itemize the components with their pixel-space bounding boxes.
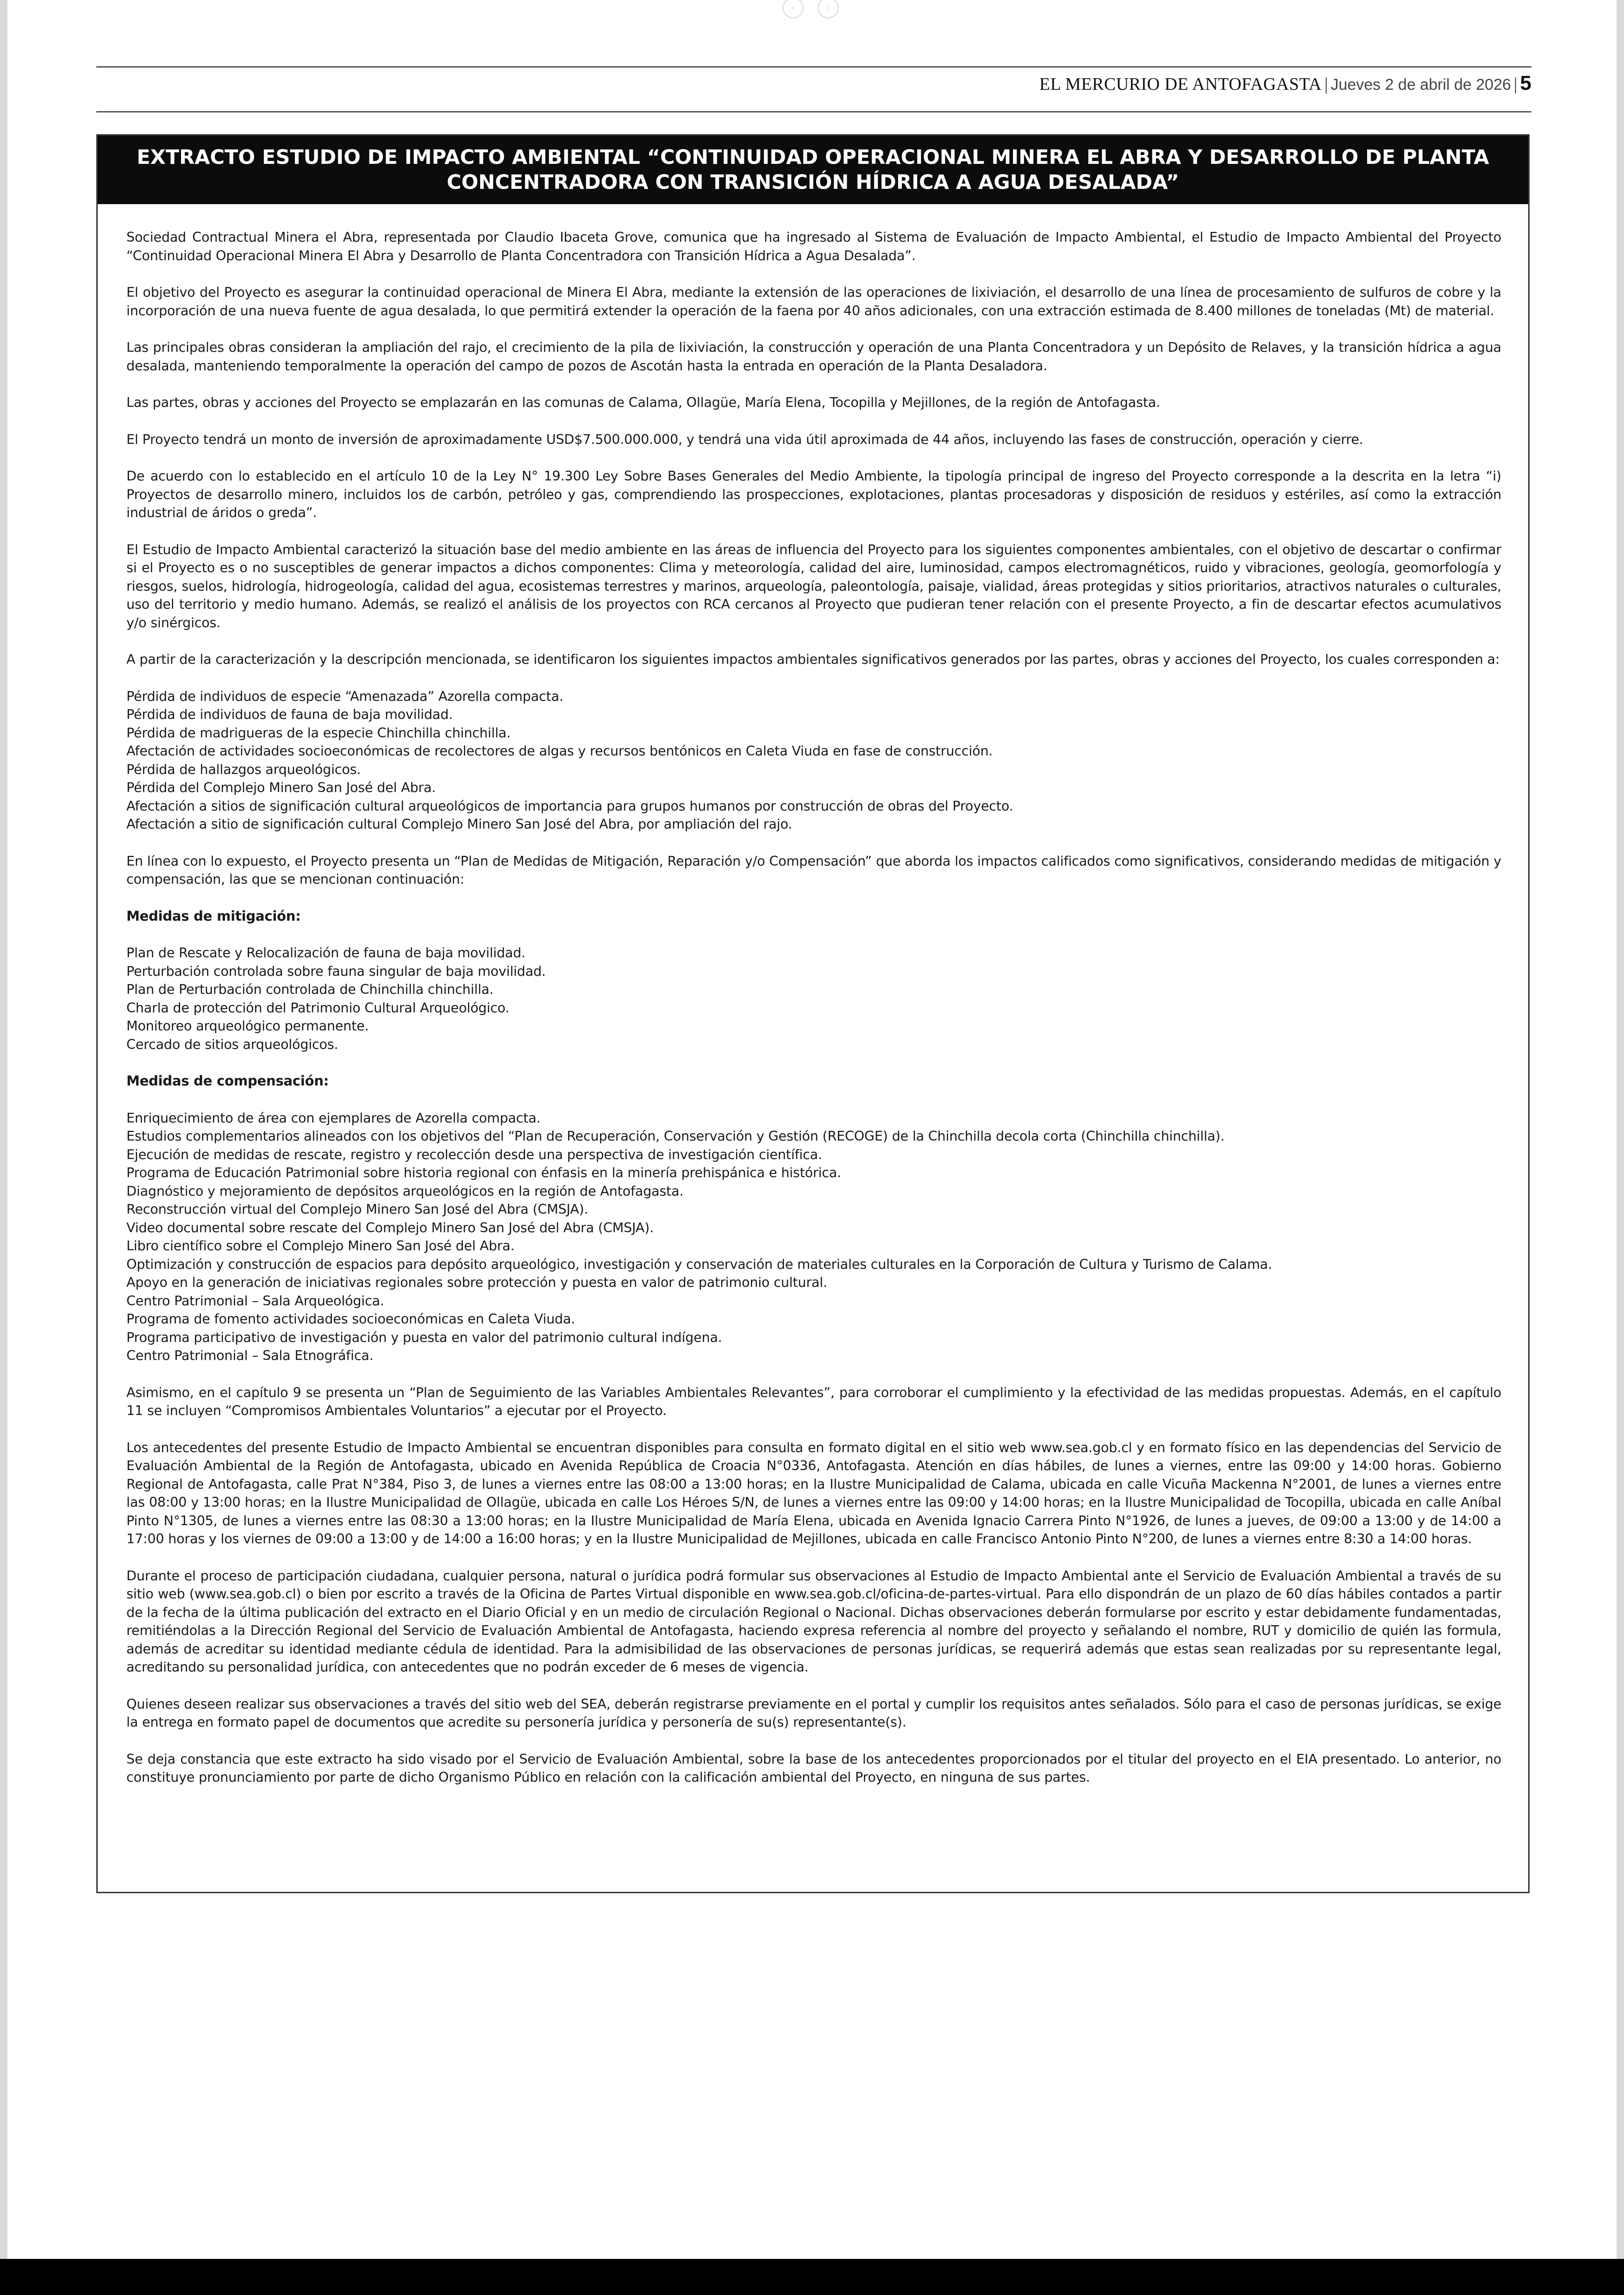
list-item: Pérdida de individuos de especie “Amenazada” Azorella compacta. (126, 688, 563, 704)
list-item: Programa de Educación Patrimonial sobre historia regional con énfasis en la minería prehispánica e histórica. (126, 1165, 841, 1180)
paragraph-measures-intro: En línea con lo expuesto, el Proyecto presenta un “Plan de Medidas de Mitigación, Reparación y/o Compensación” que aborda los impactos calificados como significativos, considerando medidas de mitigación y compensación, las que se mencionan continuación: (126, 853, 1501, 887)
list-item: Perturbación controlada sobre fauna singular de baja movilidad. (126, 963, 546, 979)
paragraph-disclaimer: Se deja constancia que este extracto ha sido visado por el Servicio de Evaluación Ambiental, sobre la base de los antecedentes proporcionados por el titular del proyecto en el EIA presentado. Lo anterior, no constituye pronunciamiento por parte de dicho Organismo Público en relación con la calificación ambiental del Proyecto, en ninguna de sus partes. (126, 1751, 1501, 1785)
legal-notice-box (96, 134, 1530, 1893)
page-navigation (782, 0, 843, 14)
list-item: Cercado de sitios arqueológicos. (126, 1036, 338, 1052)
list-item: Diagnóstico y mejoramiento de depósitos arqueológicos en la región de Antofagasta. (126, 1183, 684, 1199)
list-item: Pérdida de hallazgos arqueológicos. (126, 761, 361, 777)
list-item: Centro Patrimonial – Sala Etnográfica. (126, 1347, 374, 1363)
paragraph-baseline: El Estudio de Impacto Ambiental caracterizó la situación base del medio ambiente en las áreas de influencia del Proyecto para los siguientes componentes ambientales, con el objetivo de descartar o confirmar si el Proyecto es o no susceptibles de generar impactos a dichos componentes: Clima y meteorología, calidad del aire, luminosidad, campos electromagnéticos, ruido y vibraciones, geología, geomorfología y riesgos, suelos, hidrología, hidrogeología, calidad del agua, ecosistemas terrestres y marinos, arqueología, paleontología, paisaje, vialidad, áreas protegidas y sitios prioritarios, atractivos naturales o culturales, uso del territorio y medio humano. Además, se realizó el análisis de los proyectos con RCA cercanos al Proyecto que pudieran tener relación con el presente Proyecto, a fin de descartar efectos acumulativos y/o sinérgicos. (126, 541, 1501, 630)
list-item: Enriquecimiento de área con ejemplares de Azorella compacta. (126, 1110, 541, 1126)
list-item: Plan de Rescate y Relocalización de fauna de baja movilidad. (126, 945, 525, 960)
list-item: Afectación a sitios de significación cultural arqueológicos de importancia para grupos humanos por construcción de obras del Proyecto. (126, 798, 1013, 814)
page-left-edge (0, 0, 7, 2259)
paragraph-location: Las partes, obras y acciones del Proyecto se emplazarán en las comunas de Calama, Ollagüe, María Elena, Tocopilla y Mejillones, de la región de Antofagasta. (126, 394, 1161, 410)
next-page-icon[interactable]: › (818, 0, 839, 19)
list-item: Plan de Perturbación controlada de Chinchilla chinchilla. (126, 981, 493, 997)
paragraph-registration: Quienes deseen realizar sus observaciones a través del sitio web del SEA, deberán registrarse previamente en el portal y cumplir los requisitos antes señalados. Sólo para el caso de personas jurídicas, se exige la entrega en formato papel de documentos que acredite su personería jurídica y personería de su(s) representante(s). (126, 1696, 1501, 1730)
list-item: Programa participativo de investigación y puesta en valor del patrimonio cultural indígena. (126, 1329, 722, 1345)
list-item: Afectación de actividades socioeconómicas de recolectores de algas y recursos bentónicos en Caleta Viuda en fase de construcción. (126, 743, 993, 759)
paragraph-works: Las principales obras consideran la ampliación del rajo, el crecimiento de la pila de lixiviación, la construcción y operación de una Planta Concentradora y un Depósito de Relaves, y la transición hídrica a agua desalada, manteniendo temporalmente la operación del campo de pozos de Ascotán hasta la entrada en operación de la Planta Desaladora. (126, 339, 1501, 374)
masthead-separator: | (1513, 75, 1518, 94)
mitigation-heading: Medidas de mitigación: (126, 908, 301, 924)
notice-body (126, 228, 1501, 1805)
publication-date: Jueves 2 de abril de 2026 (1330, 76, 1511, 94)
paragraph-intro: Sociedad Contractual Minera el Abra, representada por Claudio Ibaceta Grove, comunica que ha ingresado al Sistema de Evaluación de Impacto Ambiental, el Estudio de Impacto Ambiental del Proyecto “Continuidad Operacional Minera El Abra y Desarrollo de Planta Concentradora con Transición Hídrica a Agua Desalada”. (126, 229, 1501, 263)
compensation-heading: Medidas de compensación: (126, 1073, 329, 1089)
list-item: Programa de fomento actividades socioeconómicas en Caleta Viuda. (126, 1311, 575, 1327)
list-item: Estudios complementarios alineados con los objetivos del “Plan de Recuperación, Conservación y Gestión (RECOGE) de la Chinchilla decola corta (Chinchilla chinchilla). (126, 1128, 1225, 1144)
masthead (1039, 72, 1531, 95)
newspaper-name: EL MERCURIO DE ANTOFAGASTA (1039, 75, 1322, 94)
paragraph-impacts-intro: A partir de la caracterización y la descripción mencionada, se identificaron los siguientes impactos ambientales significativos generados por las partes, obras y acciones del Proyecto, los cuales corresponden a: (126, 651, 1500, 667)
list-item: Centro Patrimonial – Sala Arqueológica. (126, 1292, 384, 1309)
list-item: Pérdida de madrigueras de la especie Chinchilla chinchilla. (126, 724, 511, 741)
list-item: Charla de protección del Patrimonio Cultural Arqueológico. (126, 999, 510, 1016)
page-right-edge (1617, 0, 1624, 2259)
list-item: Afectación a sitio de significación cultural Complejo Minero San José del Abra, por ampliación del rajo. (126, 816, 793, 832)
mitigation-list (126, 944, 1501, 1054)
list-item: Optimización y construcción de espacios para depósito arqueológico, investigación y conservación de materiales culturales en la Corporación de Cultura y Turismo de Calama. (126, 1256, 1272, 1272)
compensation-list (126, 1109, 1501, 1365)
paragraph-availability: Los antecedentes del presente Estudio de Impacto Ambiental se encuentran disponibles para consulta en formato digital en el sitio web www.sea.gob.cl y en formato físico en las dependencias del Servicio de Evaluación Ambiental de la Región de Antofagasta, ubicado en Avenida República de Croacia N°0336, Antofagasta. Atención en días hábiles, de lunes a viernes, entre las 09:00 y 14:00 horas. Gobierno Regional de Antofagasta, calle Prat N°384, Piso 3, de lunes a viernes entre las 08:00 a 13:00 horas; en la Ilustre Municipalidad de Calama, ubicada en calle Vicuña Mackenna N°2001, de lunes a viernes entre las 08:00 y 13:00 horas; en la Ilustre Municipalidad de Ollagüe, ubicada en calle Los Héroes S/N, de lunes a viernes entre las 09:00 y 14:00 horas; en la Ilustre Municipalidad de Tocopilla, ubicada en calle Aníbal Pinto N°1305, de lunes a viernes entre las 08:30 a 13:00 horas; en la Ilustre Municipalidad de María Elena, ubicada en Avenida Ignacio Carrera Pinto N°1926, de lunes a jueves, de 09:00 a 13:00 y de 14:00 a 17:00 horas y los viernes de 09:00 a 13:00 y de 14:00 a 16:00 horas; y en la Ilustre Municipalidad de Mejillones, ubicada en calle Francisco Antonio Pinto N°200, de lunes a viernes entre 8:30 a 14:00 horas. (126, 1439, 1501, 1547)
list-item: Reconstrucción virtual del Complejo Minero San José del Abra (CMSJA). (126, 1201, 588, 1217)
paragraph-participation: Durante el proceso de participación ciudadana, cualquier persona, natural o jurídica podrá formular sus observaciones al Estudio de Impacto Ambiental ante el Servicio de Evaluación Ambiental a través de su sitio web (www.sea.gob.cl) o bien por escrito a través de la Oficina de Partes Virtual disponible en www.sea.gob.cl/oficina-de-partes-virtual. Para ello dispondrán de un plazo de 60 días hábiles contados a partir de la fecha de la última publicación del extracto en el Diario Oficial y en un medio de circulación Regional o Nacional. Dichas observaciones deberán formularse por escrito y estar debidamente fundamentadas, remitiéndolas a la Dirección Regional del Servicio de Evaluación Ambiental de Antofagasta, haciendo expresa referencia al nombre del proyecto y señalando el nombre, RUT y domicilio de quién las formula, además de acreditar su identidad mediante cédula de identidad. Para la admisibilidad de las observaciones de personas jurídicas, se requerirá además que estas sean realizadas por su representante legal, acreditando su personalidad jurídica, con antecedentes que no podrán exceder de 6 meses de vigencia. (126, 1567, 1501, 1675)
list-item: Ejecución de medidas de rescate, registro y recolección desde una perspectiva de investigación científica. (126, 1146, 822, 1162)
masthead-separator: | (1324, 75, 1328, 94)
list-item: Libro científico sobre el Complejo Minero San José del Abra. (126, 1238, 515, 1254)
masthead-rule-bottom (96, 111, 1531, 112)
list-item: Video documental sobre rescate del Complejo Minero San José del Abra (CMSJA). (126, 1219, 654, 1235)
paragraph-legal-basis: De acuerdo con lo establecido en el artículo 10 de la Ley N° 19.300 Ley Sobre Bases Generales del Medio Ambiente, la tipología principal de ingreso del Proyecto corresponde a la descrita en la letra “i) Proyectos de desarrollo minero, incluidos los de carbón, petróleo y gas, comprendiendo las prospecciones, explotaciones, plantas procesadoras y disposición de residuos y estériles, así como la extracción industrial de áridos o greda”. (126, 468, 1501, 520)
list-item: Pérdida de individuos de fauna de baja movilidad. (126, 706, 453, 722)
bottom-bar (0, 2259, 1624, 2295)
list-item: Apoyo en la generación de iniciativas regionales sobre protección y puesta en valor de patrimonio cultural. (126, 1274, 827, 1290)
impacts-list (126, 687, 1501, 834)
list-item: Monitoreo arqueológico permanente. (126, 1018, 369, 1034)
notice-title: EXTRACTO ESTUDIO DE IMPACTO AMBIENTAL “CONTINUIDAD OPERACIONAL MINERA EL ABRA Y DESARROLLO DE PLANTA CONCENTRADORA CON TRANSICIÓN HÍDRICA A AGUA DESALADA” (98, 136, 1528, 204)
previous-page-icon[interactable]: ‹ (782, 0, 804, 19)
page-number: 5 (1520, 72, 1531, 94)
list-item: Pérdida del Complejo Minero San José del Abra. (126, 780, 436, 795)
paragraph-objective: El objetivo del Proyecto es asegurar la continuidad operacional de Minera El Abra, mediante la extensión de las operaciones de lixiviación, el desarrollo de una línea de procesamiento de sulfuros de cobre y la incorporación de una nueva fuente de agua desalada, lo que permitirá extender la operación de la faena por 40 años adicionales, con una extracción estimada de 8.400 millones de toneladas (Mt) de material. (126, 284, 1501, 318)
paragraph-investment: El Proyecto tendrá un monto de inversión de aproximadamente USD$7.500.000.000, y tendrá una vida útil aproximada de 44 años, incluyendo las fases de construcción, operación y cierre. (126, 431, 1363, 447)
masthead-rule-top (96, 66, 1531, 68)
paragraph-follow-up: Asimismo, en el capítulo 9 se presenta un “Plan de Seguimiento de las Variables Ambientales Relevantes”, para corroborar el cumplimiento y la efectividad de las medidas propuestas. Además, en el capítulo 11 se incluyen “Compromisos Ambientales Voluntarios” a ejecutar por el Proyecto. (126, 1384, 1501, 1418)
